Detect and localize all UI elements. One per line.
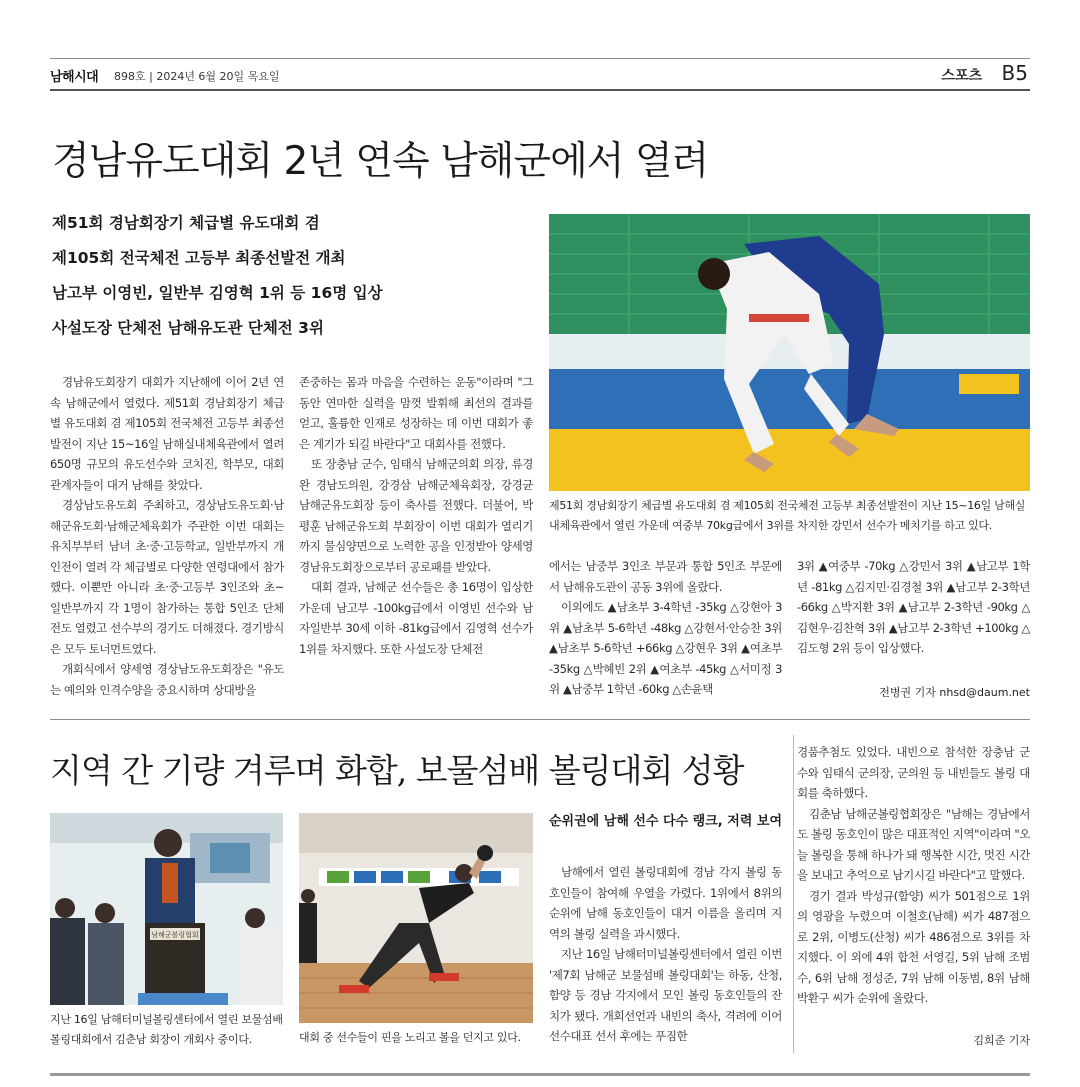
bowling-throw-photo bbox=[299, 813, 533, 1023]
paragraph: 경기 결과 박성규(함양) 씨가 501점으로 1위의 영광을 누렸으며 이철호(남해) 씨가 487점으로 2위, 이병도(산청) 씨가 486점으로 3위를 차지했다. 이 외에 4위 합천 서영길, 5위 남해 조범수, 6위 남해 정성준, 7위 남해 이동범, 8위 남해 박환구 씨가 순위에 올랐다. bbox=[797, 888, 1030, 1005]
article1-column-1 bbox=[50, 372, 284, 700]
article1-column-4 bbox=[797, 556, 1030, 659]
article2-headline: 지역 간 기량 겨루며 화합, 보물섬배 볼링대회 성황 bbox=[50, 751, 744, 790]
page-number: B5 bbox=[1001, 61, 1028, 85]
paragraph: 경남유도회장기 대회가 지난해에 이어 2년 연속 남해군에서 열렸다. 제51회 경남회장기 체급별 유도대회 겸 제105회 전국체전 고등부 최종선발전이 지난 15~16일 남해실내체육관에서 열려 650명 규모의 유도선수와 코치진, 학부모, 대회 관계자들이 대거 남해를 찾았다. bbox=[50, 375, 284, 492]
article1-subhead-2: 제105회 전국체전 고등부 최종선발전 개최 bbox=[52, 249, 346, 267]
bottom-rule bbox=[50, 1073, 1030, 1076]
bowling-speech-caption: 지난 16일 남해터미널볼링센터에서 열린 보물섬배 볼링대회에서 김춘남 회장이 개회사 중이다. bbox=[50, 1013, 283, 1046]
paragraph: 경품추첨도 있었다. 내빈으로 참석한 장충남 군수와 임태식 군의장, 군의원 등 내빈들도 볼링 대회를 축하했다. bbox=[797, 745, 1030, 800]
podium-sign: 남해군볼링협회 bbox=[151, 931, 199, 939]
article1-column-3 bbox=[549, 556, 782, 700]
paragraph: 또 장충남 군수, 임태식 남해군의회 의장, 류경완 경남도의원, 강경삼 남해군체육회장, 강경균 남해군유도회장 등이 축사를 전했다. 더불어, 박평훈 남해군유도회 부회장이 이번 대회가 열리기까지 물심양면으로 노력한 공을 인정받아 양세영 경남유도회장으로부터 공로패를 받았다. bbox=[299, 457, 533, 574]
paragraph: 이외에도 ▲남초부 3-4학년 -35kg △강현아 3위 ▲남초부 5-6학년 -48kg △강현서·안승찬 3위 ▲남초부 5-6학년 +66kg △강현우 3위 ▲여초부 -35kg △박혜빈 2위 ▲여초부 -45kg △서미정 3위 ▲남중부 1학년 -60kg △손윤택 bbox=[549, 600, 782, 696]
header-rule bbox=[50, 89, 1030, 91]
paragraph: 김춘남 남해군볼링협회장은 "남해는 경남에서도 볼링 동호인이 많은 대표적인 지역"이라며 "오늘 볼링을 통해 하나가 돼 행복한 시간, 멋진 시간을 보내고 추억으로 남기시길 바란다"고 말했다. bbox=[797, 806, 1030, 882]
paragraph: 지난 16일 남해터미널볼링센터에서 열린 이번 '제7회 남해군 보물섬배 볼링대회'는 하동, 산청, 함양 등 경남 각지에서 모인 볼링 동호인들의 잔치가 됐다. 개회선언과 내빈의 축사, 격려에 이어 선수대표 선서 후에는 푸짐한 bbox=[549, 947, 782, 1043]
paragraph: 남해에서 열린 볼링대회에 경남 각지 볼링 동호인들이 참여해 우열을 가렸다. 1위에서 8위의 순위에 남해 동호인들이 대거 이름을 올리며 지역의 볼링 실력을 과시했다. bbox=[549, 865, 782, 941]
article1-subhead-4: 사설도장 단체전 남해유도관 단체전 3위 bbox=[52, 319, 324, 337]
article1-byline: 전병권 기자 nhsd@daum.net bbox=[879, 686, 1030, 699]
paragraph: 개회식에서 양세영 경상남도유도회장은 "유도는 예의와 인격수양을 중요시하며 상대방을 bbox=[50, 662, 284, 697]
top-rule bbox=[50, 58, 1030, 59]
paragraph: 존중하는 몸과 마음을 수련하는 운동"이라며 "그동안 연마한 실력을 맘껏 발휘해 최선의 결과를 얻고, 훌륭한 인재로 성장하는 데 이번 대회가 좋은 계기가 되길 바란다"고 대회사를 전했다. bbox=[299, 375, 533, 451]
article1-headline: 경남유도대회 2년 연속 남해군에서 열려 bbox=[52, 139, 709, 184]
section-label: 스포츠 bbox=[941, 68, 982, 84]
bowling-throw-caption: 대회 중 선수들이 핀을 노리고 볼을 던지고 있다. bbox=[299, 1031, 521, 1044]
article1-subhead-1: 제51회 경남회장기 체급별 유도대회 겸 bbox=[52, 214, 320, 232]
issue-info: 898호 | 2024년 6월 20일 목요일 bbox=[114, 70, 280, 83]
article2-byline: 김희준 기자 bbox=[973, 1034, 1030, 1047]
paragraph: 경상남도유도회 주최하고, 경상남도유도회·남해군유도회·남해군체육회가 주관한 이번 대회는 유치부부터 남녀 초·중·고등학교, 일반부까지 개인전이 열려 각 체급별로 다양한 연령대에서 참가했다. 이뿐만 아니라 초·중·고등부 3인조와 초~일반부까지 각 1명이 참가하는 통합 5인조 단체전도 열렸고 선수부의 경기도 더해졌다. 경기방식은 모두 토너먼트였다. bbox=[50, 498, 284, 656]
article1-column-2 bbox=[299, 372, 533, 659]
page-header bbox=[50, 60, 1030, 88]
article1-subhead-3: 남고부 이영빈, 일반부 김영혁 1위 등 16명 입상 bbox=[52, 284, 383, 302]
article2-column-1 bbox=[549, 862, 782, 1047]
article-divider bbox=[50, 719, 1030, 720]
article2-column-2 bbox=[797, 742, 1030, 1009]
paragraph: 3위 ▲여중부 -70kg △강민서 3위 ▲남고부 1학년 -81kg △김지민·김경철 3위 ▲남고부 2-3학년 -66kg △박지환 3위 ▲남고부 2-3학년 -90kg △김현우·김찬혁 3위 ▲남고부 2-3학년 +100kg △김도형 2위 등이 입상했다. bbox=[797, 559, 1030, 655]
paragraph: 대회 결과, 남해군 선수들은 총 16명이 입상한 가운데 남고부 -100kg급에서 이영빈 선수와 남자일반부 30세 이하 -81kg급에서 김영혁 선수가 1위를 차지했다. 또한 사설도장 단체전 bbox=[299, 580, 533, 656]
article2-subhead: 순위권에 남해 선수 다수 랭크, 저력 보여 bbox=[549, 814, 783, 829]
newspaper-logo: 남해시대 bbox=[50, 70, 99, 85]
column-divider bbox=[793, 735, 794, 1053]
article1-subheads bbox=[52, 212, 532, 352]
judo-photo-caption: 제51회 경남회장기 체급별 유도대회 겸 제105회 전국체전 고등부 최종선발전이 지난 15~16일 남해실내체육관에서 열린 가운데 여중부 70kg급에서 3위를 차지한 강민서 선수가 메치기를 하고 있다. bbox=[549, 499, 1026, 532]
judo-photo bbox=[549, 214, 1030, 491]
bowling-speech-photo bbox=[50, 813, 283, 1005]
paragraph: 에서는 남중부 3인조 부문과 통합 5인조 부문에서 남해유도관이 공동 3위에 올랐다. bbox=[549, 559, 782, 594]
